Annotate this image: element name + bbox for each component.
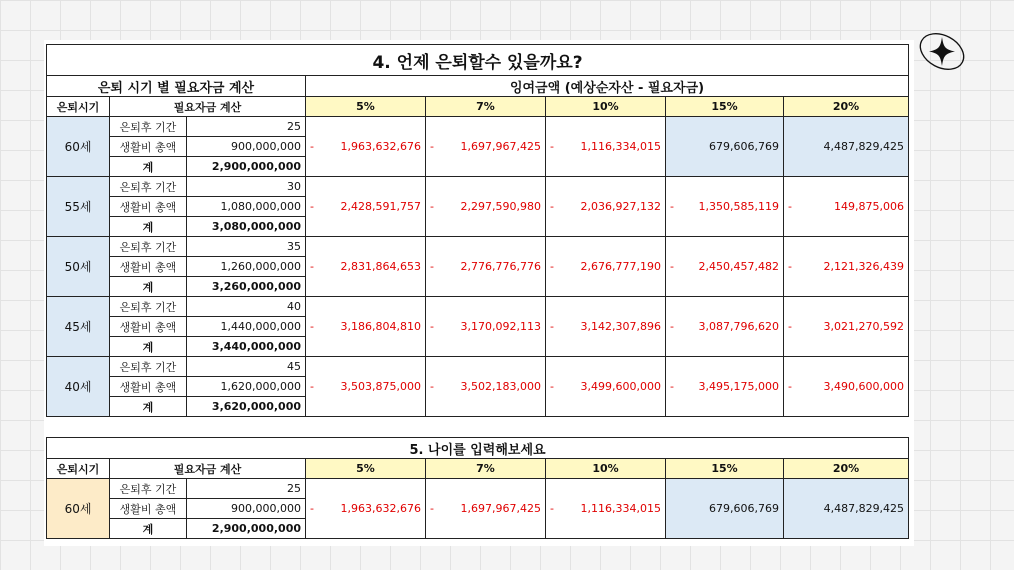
minus-sign: - (430, 140, 434, 153)
surplus-value: 2,428,591,757 (340, 200, 421, 213)
minus-sign: - (310, 380, 314, 393)
surplus-cell (546, 177, 666, 237)
surplus-value: 3,502,183,000 (460, 380, 541, 393)
surplus-cell (426, 237, 546, 297)
surplus-value: 3,490,600,000 (823, 380, 904, 393)
surplus-cell (784, 177, 909, 237)
surplus-cell (666, 357, 784, 417)
surplus-value: 149,875,006 (834, 200, 904, 213)
total-label: 계 (110, 337, 187, 357)
rate-header: 5% (306, 97, 426, 117)
spreadsheet (44, 40, 914, 546)
surplus-cell (306, 357, 426, 417)
minus-sign: - (310, 140, 314, 153)
living-value: 1,080,000,000 (187, 197, 306, 217)
rate-header: 5% (306, 459, 426, 479)
total-label: 계 (110, 519, 187, 539)
col-calc-header: 필요자금 계산 (110, 459, 306, 479)
period-label: 은퇴후 기간 (110, 297, 187, 317)
surplus-cell (784, 479, 909, 539)
surplus-cell (546, 117, 666, 177)
minus-sign: - (430, 502, 434, 515)
surplus-cell (306, 177, 426, 237)
surplus-value: 2,676,777,190 (580, 260, 661, 273)
surplus-value: 2,036,927,132 (580, 200, 661, 213)
rate-header: 20% (784, 459, 909, 479)
surplus-value: 1,116,334,015 (580, 502, 661, 515)
living-label: 생활비 총액 (110, 137, 187, 157)
surplus-value: 2,776,776,776 (460, 260, 541, 273)
section4-title: 4. 언제 은퇴할수 있을까요? (47, 45, 909, 76)
age-cell: 40세 (47, 357, 110, 417)
right-header: 잉여금액 (예상순자산 - 필요자금) (306, 76, 909, 97)
left-header: 은퇴 시기 별 필요자금 계산 (47, 76, 306, 97)
period-label: 은퇴후 기간 (110, 177, 187, 197)
period-label: 은퇴후 기간 (110, 117, 187, 137)
total-value: 2,900,000,000 (187, 157, 306, 177)
minus-sign: - (670, 380, 674, 393)
surplus-value: 3,142,307,896 (580, 320, 661, 333)
period-value: 45 (187, 357, 306, 377)
surplus-value: 3,186,804,810 (340, 320, 421, 333)
surplus-cell (306, 237, 426, 297)
surplus-value: 3,503,875,000 (340, 380, 421, 393)
period-value: 35 (187, 237, 306, 257)
surplus-value: 3,021,270,592 (823, 320, 904, 333)
surplus-value: 1,963,632,676 (340, 502, 421, 515)
table-row (47, 357, 909, 377)
living-label: 생활비 총액 (110, 499, 187, 519)
minus-sign: - (430, 200, 434, 213)
living-value: 1,620,000,000 (187, 377, 306, 397)
surplus-cell (666, 479, 784, 539)
living-label: 생활비 총액 (110, 377, 187, 397)
minus-sign: - (788, 200, 792, 213)
surplus-value: 4,487,829,425 (823, 502, 905, 515)
minus-sign: - (430, 380, 434, 393)
surplus-value: 4,487,829,425 (823, 140, 904, 153)
minus-sign: - (670, 200, 674, 213)
surplus-cell (306, 297, 426, 357)
minus-sign: - (430, 320, 434, 333)
surplus-cell (546, 297, 666, 357)
minus-sign: - (670, 260, 674, 273)
rate-header: 20% (784, 97, 909, 117)
minus-sign: - (550, 502, 554, 515)
surplus-cell (546, 237, 666, 297)
total-value: 3,440,000,000 (187, 337, 306, 357)
surplus-value: 1,697,967,425 (460, 140, 541, 153)
surplus-value: 1,963,632,676 (340, 140, 421, 153)
period-label: 은퇴후 기간 (110, 237, 187, 257)
minus-sign: - (788, 260, 792, 273)
age-input-table (46, 437, 909, 539)
period-label: 은퇴후 기간 (110, 357, 187, 377)
minus-sign: - (310, 320, 314, 333)
minus-sign: - (550, 380, 554, 393)
period-value: 40 (187, 297, 306, 317)
total-label: 계 (110, 157, 187, 177)
minus-sign: - (788, 320, 792, 333)
surplus-cell (784, 237, 909, 297)
retirement-table (46, 44, 909, 417)
surplus-cell (546, 479, 666, 539)
minus-sign: - (670, 320, 674, 333)
living-value: 900,000,000 (187, 499, 306, 519)
surplus-cell (306, 117, 426, 177)
age-cell: 50세 (47, 237, 110, 297)
total-value: 2,900,000,000 (187, 519, 306, 539)
table-row (47, 297, 909, 317)
living-value: 900,000,000 (187, 137, 306, 157)
period-value: 25 (187, 117, 306, 137)
minus-sign: - (310, 200, 314, 213)
surplus-cell (306, 479, 426, 539)
age-cell: 60세 (47, 117, 110, 177)
rate-header: 15% (666, 97, 784, 117)
total-value: 3,260,000,000 (187, 277, 306, 297)
age-cell: 55세 (47, 177, 110, 237)
age-cell: 45세 (47, 297, 110, 357)
period-label: 은퇴후 기간 (110, 479, 187, 499)
surplus-value: 2,450,457,482 (698, 260, 779, 273)
col-age-header: 은퇴시기 (47, 97, 110, 117)
total-value: 3,620,000,000 (187, 397, 306, 417)
surplus-value: 1,116,334,015 (580, 140, 661, 153)
surplus-cell (784, 357, 909, 417)
rate-header: 15% (666, 459, 784, 479)
surplus-value: 3,087,796,620 (698, 320, 779, 333)
rate-header: 7% (426, 97, 546, 117)
minus-sign: - (550, 140, 554, 153)
surplus-cell (426, 117, 546, 177)
surplus-cell (666, 237, 784, 297)
living-label: 생활비 총액 (110, 257, 187, 277)
minus-sign: - (550, 260, 554, 273)
surplus-value: 3,170,092,113 (460, 320, 541, 333)
sparkle-icon (917, 30, 967, 73)
surplus-cell (426, 357, 546, 417)
living-value: 1,260,000,000 (187, 257, 306, 277)
surplus-cell (784, 117, 909, 177)
minus-sign: - (550, 320, 554, 333)
table-row (47, 237, 909, 257)
surplus-value: 3,495,175,000 (698, 380, 779, 393)
age-cell: 60세 (47, 479, 110, 539)
surplus-cell (426, 177, 546, 237)
surplus-cell (784, 297, 909, 357)
living-label: 생활비 총액 (110, 317, 187, 337)
rate-header: 10% (546, 97, 666, 117)
surplus-cell (546, 357, 666, 417)
table-row (47, 479, 909, 499)
section5-title: 5. 나이를 입력해보세요 (47, 438, 909, 459)
living-value: 1,440,000,000 (187, 317, 306, 337)
rate-header: 10% (546, 459, 666, 479)
total-label: 계 (110, 217, 187, 237)
living-label: 생활비 총액 (110, 197, 187, 217)
col-calc-header: 필요자금 계산 (110, 97, 306, 117)
surplus-value: 1,697,967,425 (460, 502, 541, 515)
period-value: 25 (187, 479, 306, 499)
rate-header: 7% (426, 459, 546, 479)
minus-sign: - (788, 380, 792, 393)
surplus-value: 2,121,326,439 (823, 260, 904, 273)
minus-sign: - (430, 260, 434, 273)
total-value: 3,080,000,000 (187, 217, 306, 237)
surplus-value: 679,606,769 (709, 140, 779, 153)
surplus-cell (666, 297, 784, 357)
period-value: 30 (187, 177, 306, 197)
col-age-header: 은퇴시기 (47, 459, 110, 479)
table-row (47, 117, 909, 137)
surplus-value: 3,499,600,000 (580, 380, 661, 393)
table-row (47, 177, 909, 197)
minus-sign: - (550, 200, 554, 213)
surplus-value: 2,831,864,653 (340, 260, 421, 273)
surplus-cell (666, 117, 784, 177)
total-label: 계 (110, 277, 187, 297)
surplus-value: 1,350,585,119 (698, 200, 779, 213)
minus-sign: - (310, 502, 314, 515)
surplus-value: 679,606,769 (709, 502, 779, 515)
total-label: 계 (110, 397, 187, 417)
surplus-cell (666, 177, 784, 237)
surplus-cell (426, 479, 546, 539)
surplus-cell (426, 297, 546, 357)
surplus-value: 2,297,590,980 (460, 200, 541, 213)
minus-sign: - (310, 260, 314, 273)
